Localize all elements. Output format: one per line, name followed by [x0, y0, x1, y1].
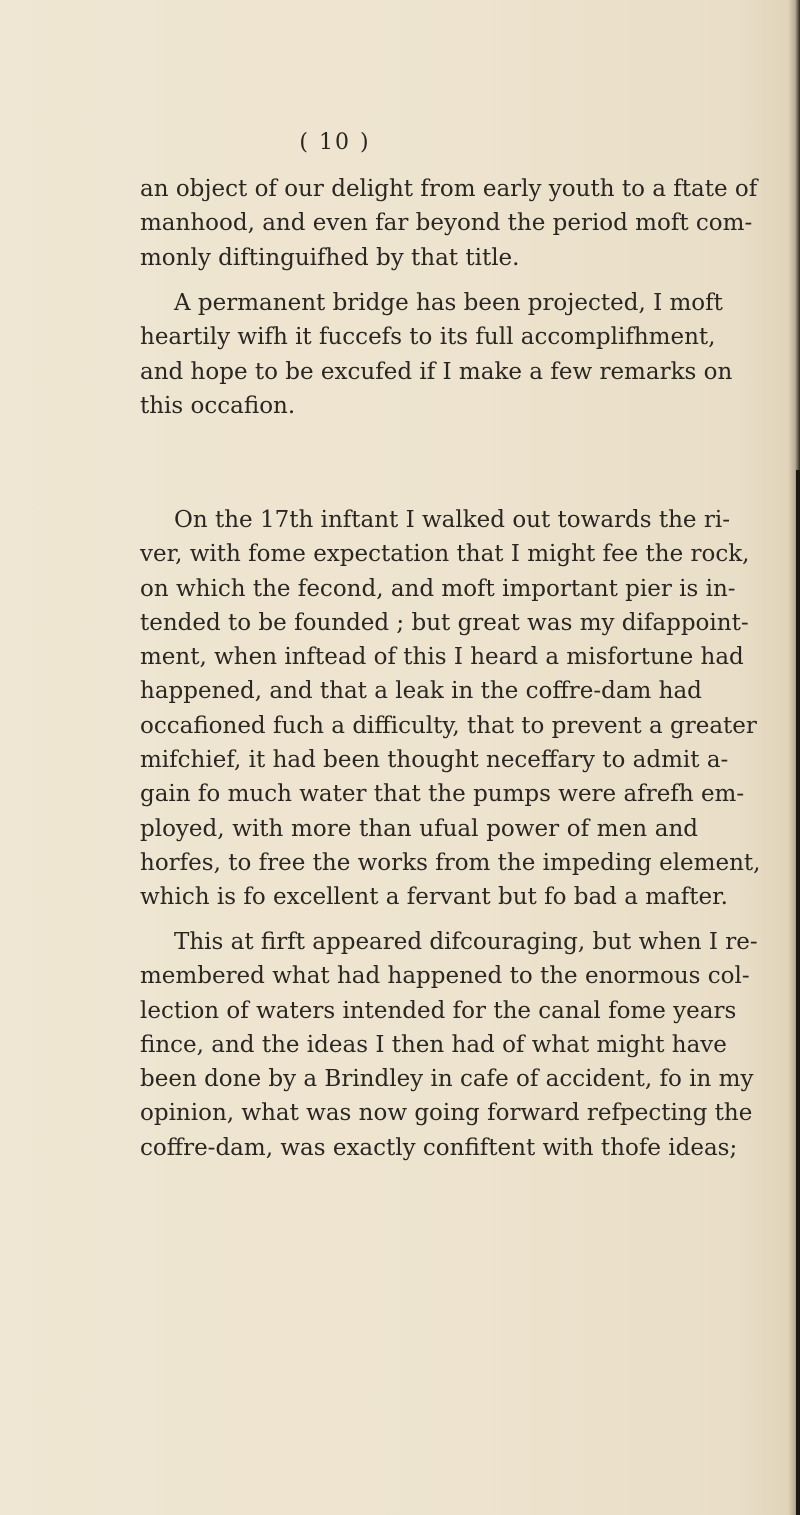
paragraph-1 [140, 172, 758, 275]
text-line: membered what had happened to the enormous col- [140, 963, 750, 990]
text-line: ver, with fome expectation that I might fee the rock, [140, 541, 750, 568]
paragraph-3 [140, 503, 761, 915]
text-line: monly diftinguifhed by that title. [140, 244, 520, 271]
text-line: tended to be founded ; but great was my difappoint- [140, 609, 749, 636]
text-line: This at firft appeared difcouraging, but when I re- [174, 929, 758, 955]
text-line: heartily wifh it fuccefs to its full accomplifhment, [140, 324, 716, 351]
text-line: this occafion. [140, 392, 296, 419]
page-binding-edge [796, 470, 800, 1515]
text-line: ployed, with more than ufual power of men and [140, 815, 698, 842]
text-line: fince, and the ideas I then had of what might have [140, 1031, 727, 1058]
text-line: A permanent bridge has been projected, I moft [174, 290, 723, 316]
text-line: which is fo excellent a fervant but fo bad a mafter. [140, 884, 728, 911]
text-line: manhood, and even far beyond the period moft com- [140, 210, 753, 237]
text-line: coffre-dam, was exactly confiftent with thofe ideas; [140, 1134, 738, 1161]
text-line: ment, when inftead of this I heard a misfortune had [140, 644, 744, 671]
text-line: happened, and that a leak in the coffre-dam had [140, 678, 702, 705]
text-line: an object of our delight from early youth to a ftate of [140, 176, 758, 202]
text-line: on which the fecond, and moft important pier is in- [140, 575, 736, 602]
paragraph-4 [140, 925, 758, 1165]
text-line: opinion, what was now going forward refpecting the [140, 1100, 753, 1127]
text-line: mifchief, it had been thought neceffary to admit a- [140, 747, 729, 774]
text-line: On the 17th inftant I walked out towards the ri- [174, 507, 730, 533]
text-line: and hope to be excufed if I make a few remarks on [140, 358, 733, 385]
text-line: occafioned fuch a difficulty, that to prevent a greater [140, 712, 757, 739]
text-line: horfes, to free the works from the impeding element, [140, 849, 761, 876]
text-line: been done by a Brindley in cafe of accident, fo in my [140, 1066, 754, 1093]
page-number: ( 10 ) [299, 130, 371, 155]
text-line: lection of waters intended for the canal fome years [140, 997, 737, 1024]
text-line: gain fo much water that the pumps were afrefh em- [140, 781, 745, 808]
paragraph-2 [140, 286, 733, 423]
